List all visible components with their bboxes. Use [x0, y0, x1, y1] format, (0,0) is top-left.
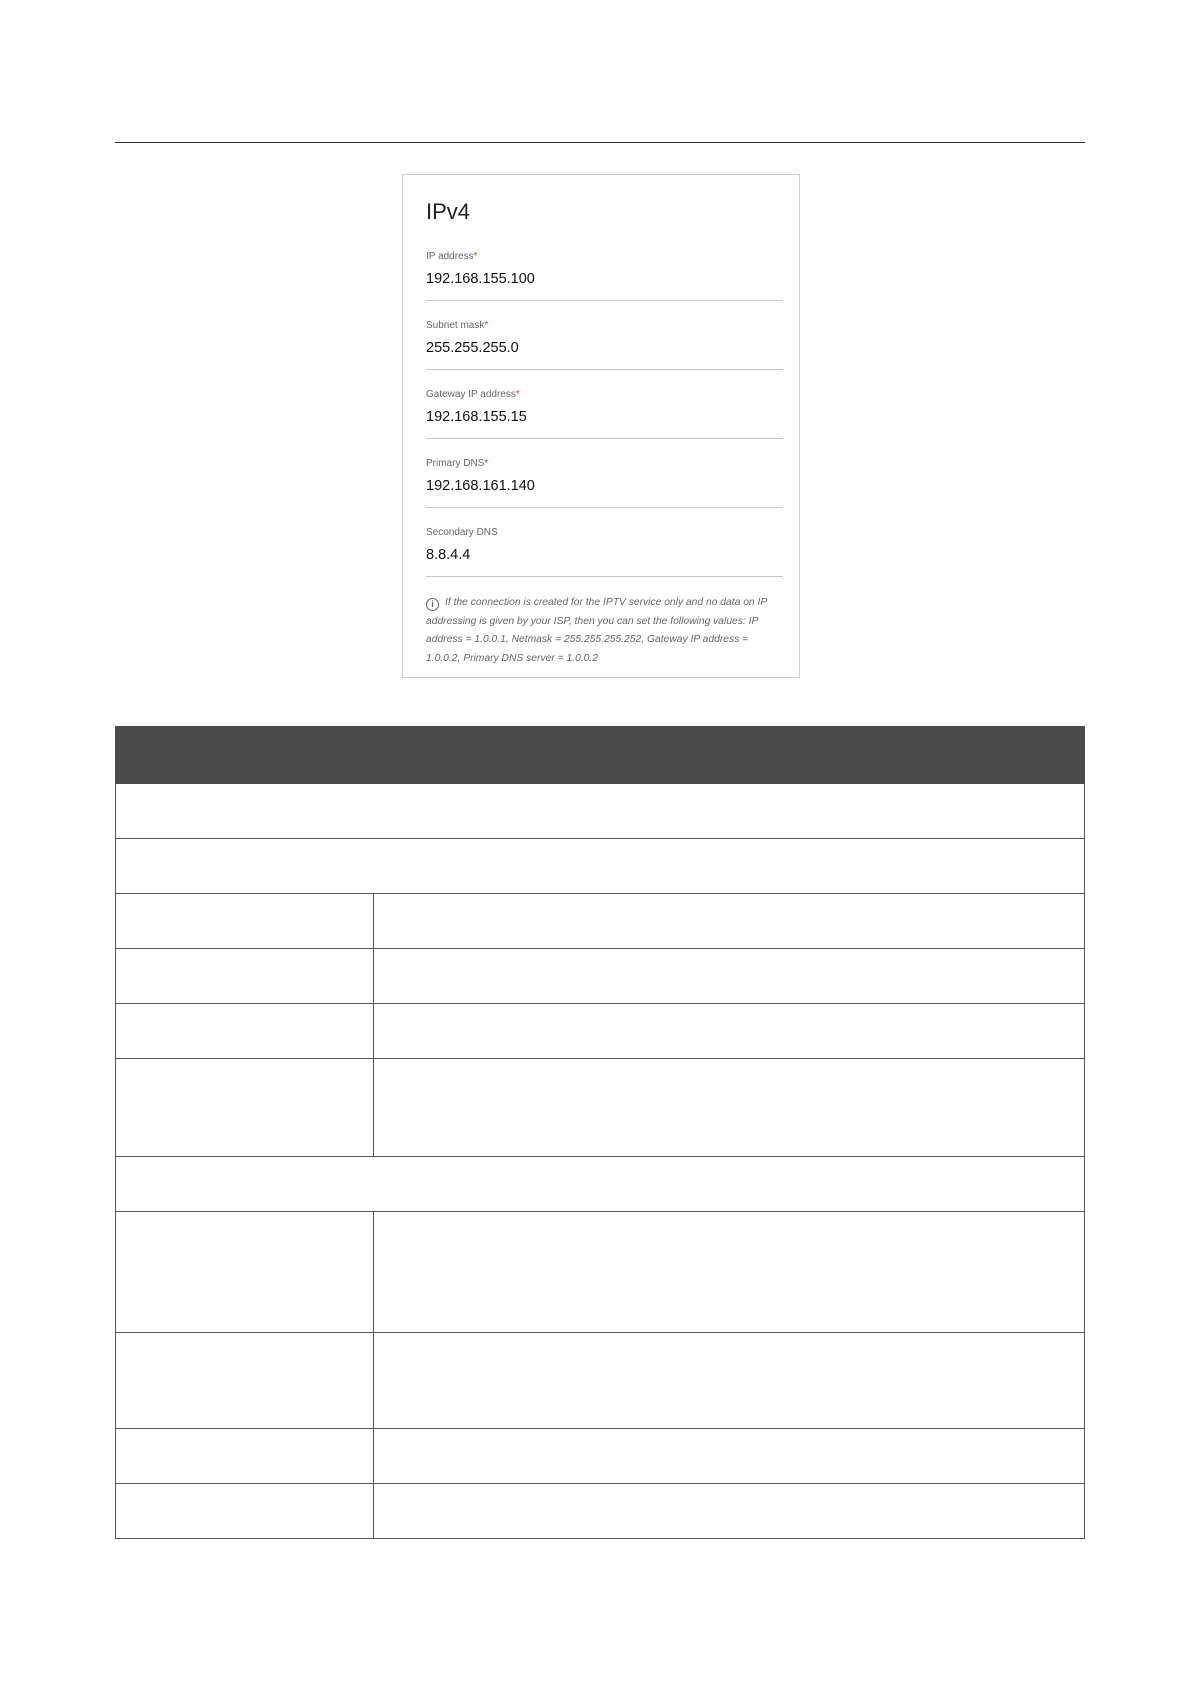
- field-underline: [426, 369, 783, 370]
- description-cell: [374, 1429, 1085, 1484]
- section-row: [116, 839, 1085, 894]
- table-row: [116, 1484, 1085, 1539]
- subnet-mask-label: Subnet mask: [426, 320, 485, 331]
- param-cell: [116, 1059, 374, 1157]
- table-row: [116, 1059, 1085, 1157]
- primary-dns-input[interactable]: 192.168.161.140: [426, 478, 535, 494]
- required-marker: *: [515, 389, 520, 400]
- table-row: [116, 1004, 1085, 1059]
- table-row: [116, 839, 1085, 894]
- iptv-note-text: If the connection is created for the IPTV service only and no data on IP addressing is given by your ISP, then you can set the following values: IP address = 1.0.0.1, Netmask = 255.255.255.252, Gateway IP address = 1.0.0.2, Primary DNS server = 1.0.0.2: [426, 597, 767, 664]
- ipv4-settings-card: [402, 174, 800, 678]
- table-row: [116, 949, 1085, 1004]
- secondary-dns-input[interactable]: 8.8.4.4: [426, 547, 471, 563]
- section-row: [116, 784, 1085, 839]
- secondary-dns-label: Secondary DNS: [426, 527, 498, 538]
- info-icon: i: [426, 598, 439, 611]
- param-cell: [116, 1429, 374, 1484]
- primary-dns-label: Primary DNS: [426, 458, 485, 469]
- gateway-ip-label: Gateway IP address: [426, 389, 516, 400]
- table-row: [116, 1212, 1085, 1333]
- field-underline: [426, 576, 783, 577]
- description-cell: [374, 1004, 1085, 1059]
- ip-address-field[interactable]: [426, 251, 783, 321]
- field-underline: [426, 507, 783, 508]
- table-row: [116, 1333, 1085, 1429]
- required-marker: *: [473, 251, 478, 262]
- description-cell: [374, 1333, 1085, 1429]
- table-row: [116, 1429, 1085, 1484]
- iptv-note: [426, 594, 781, 668]
- required-marker: *: [484, 458, 489, 469]
- subnet-mask-input[interactable]: 255.255.255.0: [426, 340, 519, 356]
- table-row: [116, 894, 1085, 949]
- gateway-ip-input[interactable]: 192.168.155.15: [426, 409, 527, 425]
- description-cell: [374, 1059, 1085, 1157]
- table-header: [116, 727, 1085, 784]
- required-marker: *: [484, 320, 489, 331]
- primary-dns-field[interactable]: [426, 458, 783, 528]
- param-cell: [116, 1484, 374, 1539]
- param-cell: [116, 1212, 374, 1333]
- description-cell: [374, 1484, 1085, 1539]
- field-underline: [426, 300, 783, 301]
- param-cell: [116, 1004, 374, 1059]
- param-cell: [116, 894, 374, 949]
- description-cell: [374, 1212, 1085, 1333]
- description-cell: [374, 894, 1085, 949]
- subnet-mask-field[interactable]: [426, 320, 783, 390]
- param-cell: [116, 949, 374, 1004]
- table-row: [116, 784, 1085, 839]
- table-row: [116, 1157, 1085, 1212]
- secondary-dns-field[interactable]: [426, 527, 783, 597]
- gateway-ip-field[interactable]: [426, 389, 783, 459]
- section-row: [116, 1157, 1085, 1212]
- field-underline: [426, 438, 783, 439]
- parameters-table: [115, 726, 1085, 1539]
- ip-address-label: IP address: [426, 251, 474, 262]
- description-cell: [374, 949, 1085, 1004]
- param-cell: [116, 1333, 374, 1429]
- top-rule: [115, 142, 1085, 143]
- ip-address-input[interactable]: 192.168.155.100: [426, 271, 535, 287]
- table-header-row: [116, 727, 1085, 784]
- card-title: IPv4: [426, 199, 471, 224]
